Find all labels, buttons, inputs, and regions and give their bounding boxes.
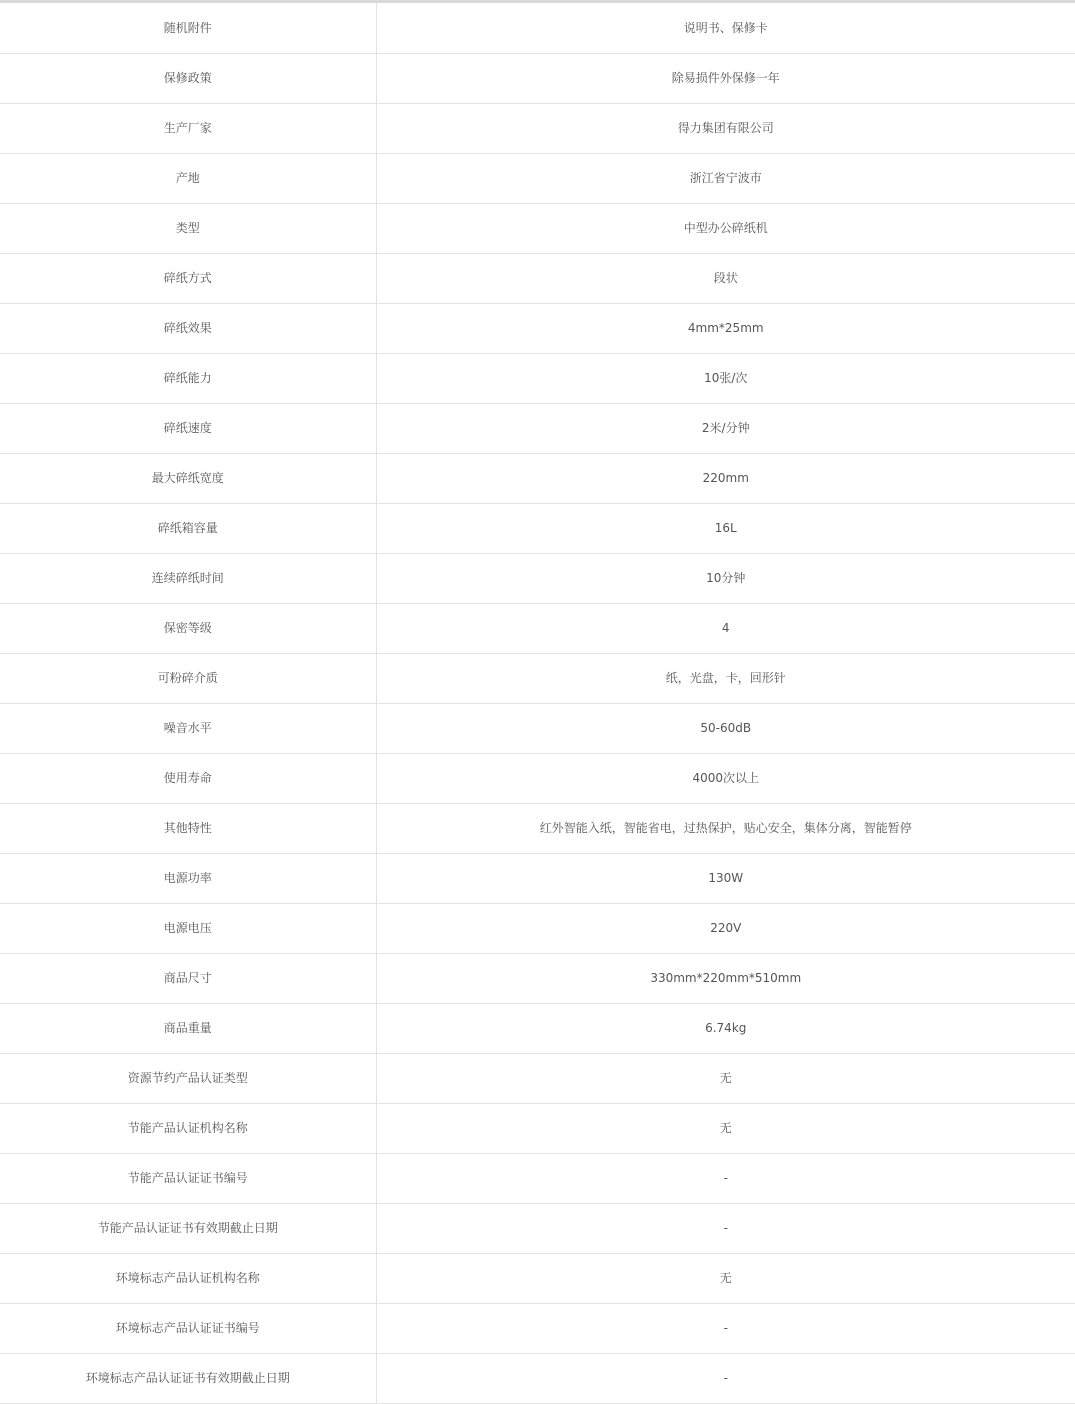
spec-value: 4: [376, 603, 1075, 653]
table-row: [0, 453, 1075, 503]
table-row: [0, 53, 1075, 103]
table-row: [0, 1053, 1075, 1103]
spec-label: 类型: [0, 203, 376, 253]
spec-table-body: [0, 3, 1075, 1403]
spec-label: 商品重量: [0, 1003, 376, 1053]
spec-value: 除易损件外保修一年: [376, 53, 1075, 103]
spec-label: 电源电压: [0, 903, 376, 953]
spec-label: 节能产品认证机构名称: [0, 1103, 376, 1153]
spec-label: 使用寿命: [0, 753, 376, 803]
table-row: [0, 1253, 1075, 1303]
table-row: [0, 203, 1075, 253]
spec-label: 环境标志产品认证证书编号: [0, 1303, 376, 1353]
table-row: [0, 803, 1075, 853]
table-row: [0, 703, 1075, 753]
table-row: [0, 1303, 1075, 1353]
spec-value: 段状: [376, 253, 1075, 303]
spec-value: 220mm: [376, 453, 1075, 503]
table-row: [0, 3, 1075, 53]
spec-label: 碎纸效果: [0, 303, 376, 353]
table-row: [0, 153, 1075, 203]
table-row: [0, 653, 1075, 703]
table-row: [0, 103, 1075, 153]
spec-value: 得力集团有限公司: [376, 103, 1075, 153]
spec-value: 10张/次: [376, 353, 1075, 403]
spec-value: 浙江省宁波市: [376, 153, 1075, 203]
spec-value: 2米/分钟: [376, 403, 1075, 453]
spec-label: 商品尺寸: [0, 953, 376, 1003]
spec-value: 无: [376, 1053, 1075, 1103]
spec-value: 330mm*220mm*510mm: [376, 953, 1075, 1003]
spec-label: 保修政策: [0, 53, 376, 103]
table-row: [0, 1003, 1075, 1053]
spec-label: 噪音水平: [0, 703, 376, 753]
spec-label: 节能产品认证证书编号: [0, 1153, 376, 1203]
spec-label: 产地: [0, 153, 376, 203]
spec-value: -: [376, 1303, 1075, 1353]
spec-value: 红外智能入纸，智能省电，过热保护，贴心安全，集体分离，智能暂停: [376, 803, 1075, 853]
spec-value: 16L: [376, 503, 1075, 553]
spec-label: 碎纸方式: [0, 253, 376, 303]
spec-label: 随机附件: [0, 3, 376, 53]
spec-value: 220V: [376, 903, 1075, 953]
spec-value: 无: [376, 1253, 1075, 1303]
spec-label: 环境标志产品认证机构名称: [0, 1253, 376, 1303]
spec-value: 10分钟: [376, 553, 1075, 603]
table-row: [0, 503, 1075, 553]
spec-table: [0, 3, 1075, 1404]
spec-value: 6.74kg: [376, 1003, 1075, 1053]
spec-label: 最大碎纸宽度: [0, 453, 376, 503]
spec-label: 碎纸能力: [0, 353, 376, 403]
table-row: [0, 1153, 1075, 1203]
table-row: [0, 553, 1075, 603]
spec-label: 电源功率: [0, 853, 376, 903]
spec-label: 节能产品认证证书有效期截止日期: [0, 1203, 376, 1253]
spec-label: 可粉碎介质: [0, 653, 376, 703]
table-row: [0, 853, 1075, 903]
spec-label: 环境标志产品认证证书有效期截止日期: [0, 1353, 376, 1403]
table-row: [0, 1353, 1075, 1403]
spec-value: -: [376, 1203, 1075, 1253]
table-row: [0, 1203, 1075, 1253]
spec-label: 其他特性: [0, 803, 376, 853]
table-row: [0, 253, 1075, 303]
spec-label: 碎纸速度: [0, 403, 376, 453]
spec-label: 保密等级: [0, 603, 376, 653]
spec-value: 50-60dB: [376, 703, 1075, 753]
spec-label: 生产厂家: [0, 103, 376, 153]
spec-value: -: [376, 1353, 1075, 1403]
spec-value: 130W: [376, 853, 1075, 903]
spec-value: -: [376, 1153, 1075, 1203]
spec-value: 纸，光盘，卡，回形针: [376, 653, 1075, 703]
table-row: [0, 603, 1075, 653]
table-row: [0, 303, 1075, 353]
table-row: [0, 953, 1075, 1003]
table-row: [0, 1103, 1075, 1153]
spec-label: 资源节约产品认证类型: [0, 1053, 376, 1103]
spec-label: 连续碎纸时间: [0, 553, 376, 603]
spec-value: 无: [376, 1103, 1075, 1153]
spec-value: 4000次以上: [376, 753, 1075, 803]
table-row: [0, 353, 1075, 403]
table-row: [0, 753, 1075, 803]
spec-value: 4mm*25mm: [376, 303, 1075, 353]
table-row: [0, 903, 1075, 953]
table-row: [0, 403, 1075, 453]
spec-value: 中型办公碎纸机: [376, 203, 1075, 253]
spec-value: 说明书、保修卡: [376, 3, 1075, 53]
spec-label: 碎纸箱容量: [0, 503, 376, 553]
